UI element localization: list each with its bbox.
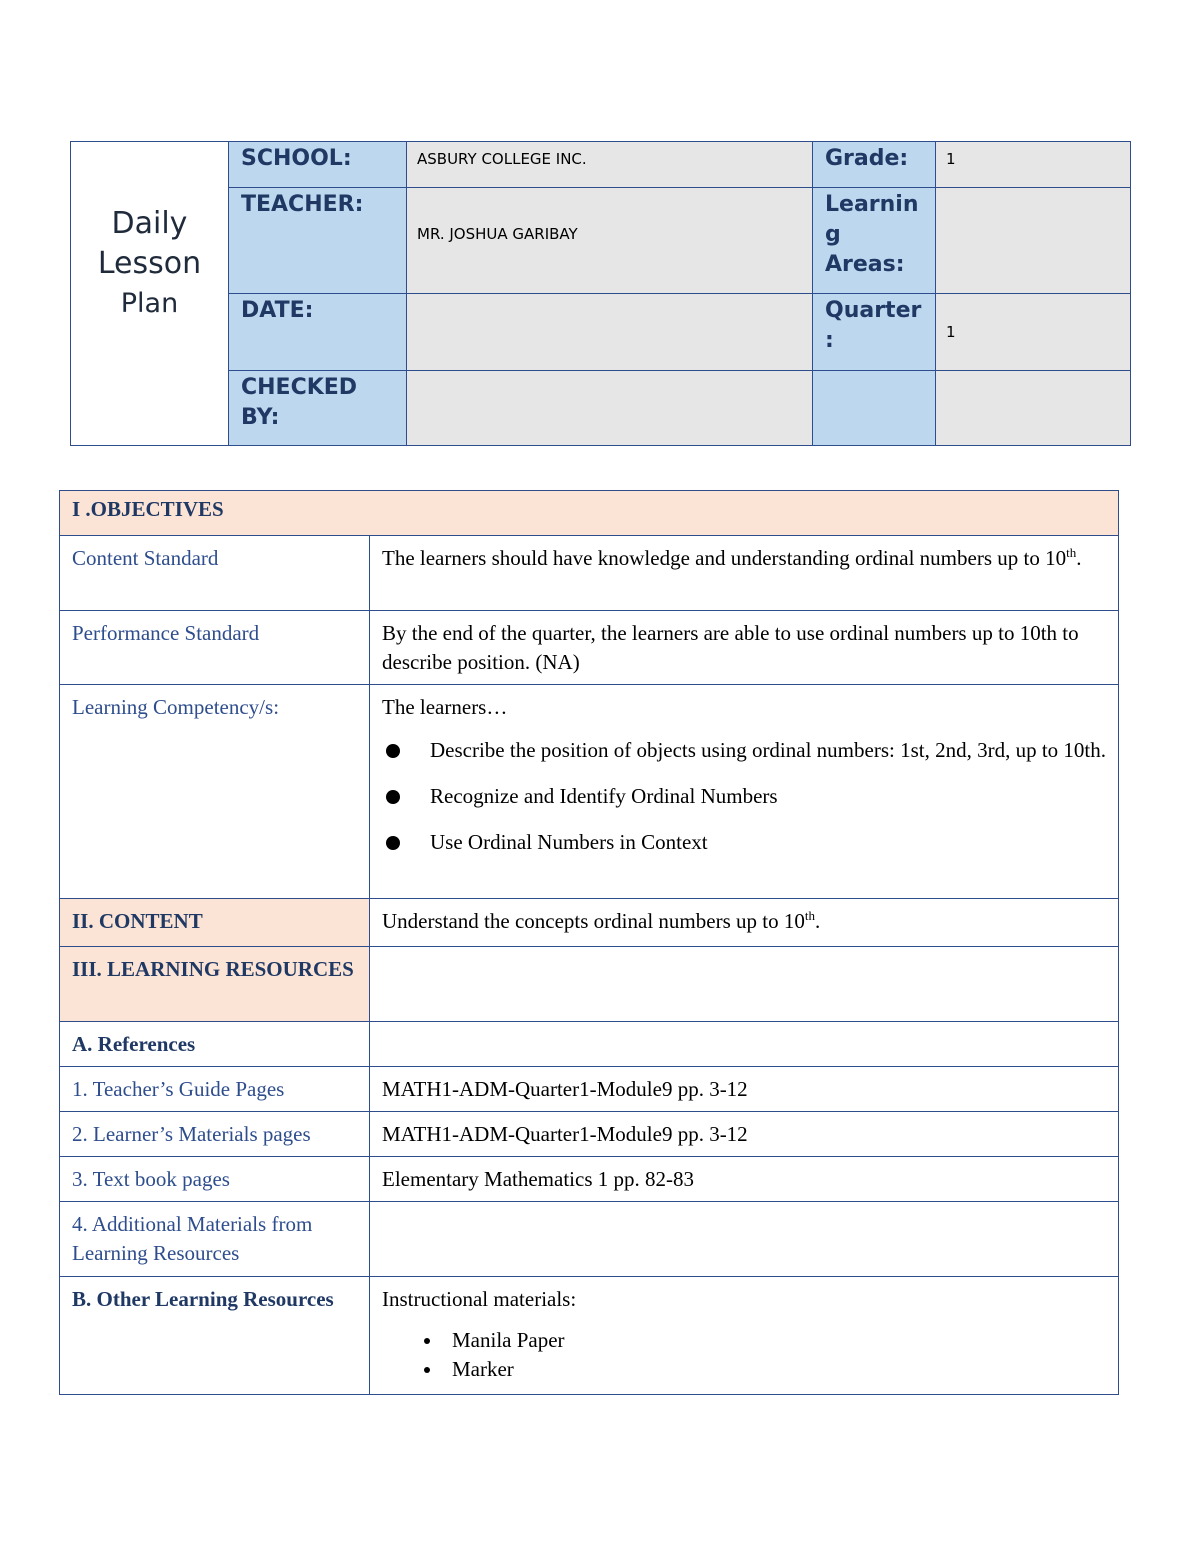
content-sup: th — [804, 908, 815, 923]
teacher-value: MR. JOSHUA GARIBAY — [407, 188, 813, 294]
bullet-icon — [386, 836, 400, 850]
competency-intro: The learners… — [382, 695, 508, 719]
learning-areas-value — [936, 188, 1131, 294]
quarter-label-line-2: : — [825, 328, 834, 353]
header-table — [70, 141, 1131, 446]
competency-item-1: Describe the position of objects using ordinal numbers: 1st, 2nd, 3rd, up to 10th. — [430, 738, 1106, 762]
grade-label: Grade: — [813, 142, 936, 188]
checked-by-extra-label — [813, 371, 936, 446]
quarter-label — [813, 294, 936, 371]
document-title — [71, 142, 229, 446]
competency-item-2: Recognize and Identify Ordinal Numbers — [430, 784, 778, 808]
bullet-icon — [386, 790, 400, 804]
content-heading: II. CONTENT — [60, 899, 370, 947]
quarter-value: 1 — [936, 294, 1131, 371]
checked-by-label — [229, 371, 407, 446]
materials-list — [382, 1326, 1108, 1384]
competency-label: Learning Competency/s: — [60, 685, 370, 899]
list-item — [382, 736, 1108, 765]
competency-cell — [370, 685, 1119, 899]
teachers-guide-label: 1. Teacher’s Guide Pages — [60, 1067, 370, 1112]
list-item — [382, 1326, 1108, 1355]
list-item — [382, 828, 1108, 857]
resources-empty — [370, 947, 1119, 1022]
material-item-2: Marker — [452, 1357, 514, 1381]
checked-by-label-line-2: BY: — [241, 405, 280, 430]
competency-list — [382, 736, 1108, 857]
learners-materials-value: MATH1-ADM-Quarter1-Module9 pp. 3-12 — [370, 1112, 1119, 1157]
date-label: DATE: — [229, 294, 407, 371]
performance-standard-text: By the end of the quarter, the learners are able to use ordinal numbers up to 10th to describe position. (NA) — [370, 611, 1119, 685]
title-line-1: Daily — [111, 205, 188, 241]
learning-areas-label-line-2: g — [825, 222, 841, 247]
performance-standard-label: Performance Standard — [60, 611, 370, 685]
content-end: . — [814, 909, 821, 933]
competency-item-3: Use Ordinal Numbers in Context — [430, 830, 708, 854]
learning-areas-label — [813, 188, 936, 294]
textbook-label: 3. Text book pages — [60, 1157, 370, 1202]
quarter-label-line-1: Quarter — [825, 298, 922, 323]
content-standard-main: The learners should have knowledge and understanding ordinal numbers up to 10 — [382, 546, 1067, 570]
list-item — [382, 1355, 1108, 1384]
checked-by-extra-value — [936, 371, 1131, 446]
learning-areas-label-line-3: Areas: — [825, 252, 905, 277]
material-item-1: Manila Paper — [452, 1328, 565, 1352]
bullet-icon — [424, 1367, 430, 1373]
title-line-3: Plan — [120, 287, 179, 319]
resources-heading: III. LEARNING RESOURCES — [60, 947, 370, 1022]
content-standard-end: . — [1076, 546, 1082, 570]
bullet-icon — [386, 744, 400, 758]
references-label: A. References — [60, 1022, 370, 1067]
references-empty — [370, 1022, 1119, 1067]
objectives-heading: I .OBJECTIVES — [60, 491, 1119, 536]
other-resources-label: B. Other Learning Resources — [60, 1277, 370, 1395]
content-standard-label: Content Standard — [60, 536, 370, 611]
teachers-guide-value: MATH1-ADM-Quarter1-Module9 pp. 3-12 — [370, 1067, 1119, 1112]
lesson-plan-table — [59, 490, 1119, 1395]
content-main: Understand the concepts ordinal numbers up to 10 — [382, 909, 805, 933]
checked-by-value — [407, 371, 813, 446]
textbook-value: Elementary Mathematics 1 pp. 82-83 — [370, 1157, 1119, 1202]
additional-materials-value — [370, 1202, 1119, 1277]
bullet-icon — [424, 1338, 430, 1344]
title-line-2: Lesson — [97, 245, 202, 281]
content-text — [370, 899, 1119, 947]
additional-materials-label: 4. Additional Materials from Learning Resources — [60, 1202, 370, 1277]
list-item — [382, 782, 1108, 811]
school-label: SCHOOL: — [229, 142, 407, 188]
grade-value: 1 — [936, 142, 1131, 188]
teacher-label: TEACHER: — [229, 188, 407, 294]
checked-by-label-line-1: CHECKED — [241, 375, 358, 400]
content-standard-text — [370, 536, 1119, 611]
learners-materials-label: 2. Learner’s Materials pages — [60, 1112, 370, 1157]
content-standard-sup: th — [1066, 545, 1077, 560]
other-resources-cell — [370, 1277, 1119, 1395]
learning-areas-label-line-1: Learnin — [825, 192, 919, 217]
other-resources-intro: Instructional materials: — [382, 1287, 577, 1311]
school-value: ASBURY COLLEGE INC. — [407, 142, 813, 188]
date-value — [407, 294, 813, 371]
